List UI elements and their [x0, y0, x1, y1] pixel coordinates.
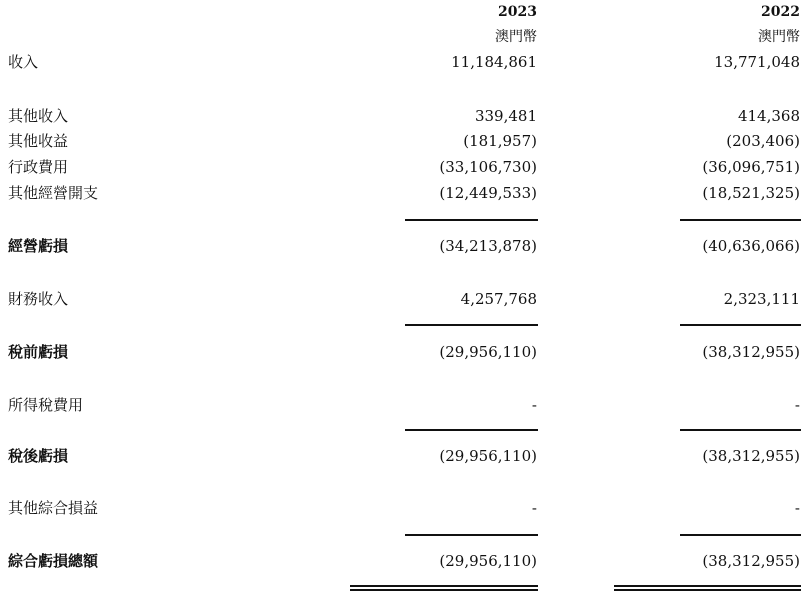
row-value-2022-admin-expenses: (36,096,751): [702, 158, 800, 176]
col-header-year-2023: 2023: [498, 4, 537, 20]
subtotal-rule-2023: [405, 429, 538, 431]
total-double-rule-2023: [350, 585, 538, 591]
row-value-2023-other-gains: (181,957): [463, 132, 537, 150]
row-value-2023-other-operating-expenses: (12,449,533): [439, 184, 537, 202]
row-value-2022-loss-before-tax: (38,312,955): [702, 343, 800, 361]
subtotal-rule-2022: [680, 534, 801, 536]
row-value-2022-other-gains: (203,406): [726, 132, 800, 150]
row-value-2022-other-income: 414,368: [737, 107, 800, 125]
row-label-loss-before-tax: 稅前虧損: [8, 343, 69, 361]
col-header-currency-2022: 澳門幣: [758, 29, 800, 45]
row-label-total-comprehensive-loss: 綜合虧損總額: [8, 552, 99, 570]
row-label-other-operating-expenses: 其他經營開支: [8, 184, 99, 202]
subtotal-rule-2023: [405, 219, 538, 221]
row-value-2023-admin-expenses: (33,106,730): [439, 158, 537, 176]
subtotal-rule-2022: [680, 219, 801, 221]
row-value-2023-total-comprehensive-loss: (29,956,110): [439, 552, 537, 570]
row-value-2023-finance-income: 4,257,768: [460, 290, 537, 308]
row-value-2023-loss-before-tax: (29,956,110): [439, 343, 537, 361]
row-label-revenue: 收入: [8, 53, 39, 71]
row-value-2022-finance-income: 2,323,111: [723, 290, 800, 308]
row-value-2022-income-tax-expense: -: [794, 396, 800, 414]
row-label-finance-income: 財務收入: [8, 290, 69, 308]
row-value-2022-other-operating-expenses: (18,521,325): [702, 184, 800, 202]
row-value-2023-other-comprehensive-income: -: [531, 499, 537, 517]
col-header-currency-2023: 澳門幣: [495, 29, 537, 45]
row-value-2022-other-comprehensive-income: -: [794, 499, 800, 517]
row-label-loss-after-tax: 稅後虧損: [8, 447, 69, 465]
row-value-2022-revenue: 13,771,048: [714, 53, 800, 71]
col-header-year-2022: 2022: [761, 4, 800, 20]
row-value-2023-revenue: 11,184,861: [451, 53, 537, 71]
row-value-2023-loss-after-tax: (29,956,110): [439, 447, 537, 465]
row-value-2022-total-comprehensive-loss: (38,312,955): [702, 552, 800, 570]
subtotal-rule-2022: [680, 324, 801, 326]
subtotal-rule-2023: [405, 324, 538, 326]
row-value-2022-operating-loss: (40,636,066): [702, 237, 800, 255]
total-double-rule-2022: [614, 585, 801, 591]
row-label-other-gains: 其他收益: [8, 132, 69, 150]
row-value-2022-loss-after-tax: (38,312,955): [702, 447, 800, 465]
row-value-2023-other-income: 339,481: [474, 107, 537, 125]
row-label-other-comprehensive-income: 其他綜合損益: [8, 499, 99, 517]
row-label-other-income: 其他收入: [8, 107, 69, 125]
row-label-operating-loss: 經營虧損: [8, 237, 69, 255]
subtotal-rule-2023: [405, 534, 538, 536]
row-label-admin-expenses: 行政費用: [8, 158, 69, 176]
row-value-2023-income-tax-expense: -: [531, 396, 537, 414]
subtotal-rule-2022: [680, 429, 801, 431]
row-value-2023-operating-loss: (34,213,878): [439, 237, 537, 255]
row-label-income-tax-expense: 所得稅費用: [8, 396, 84, 414]
